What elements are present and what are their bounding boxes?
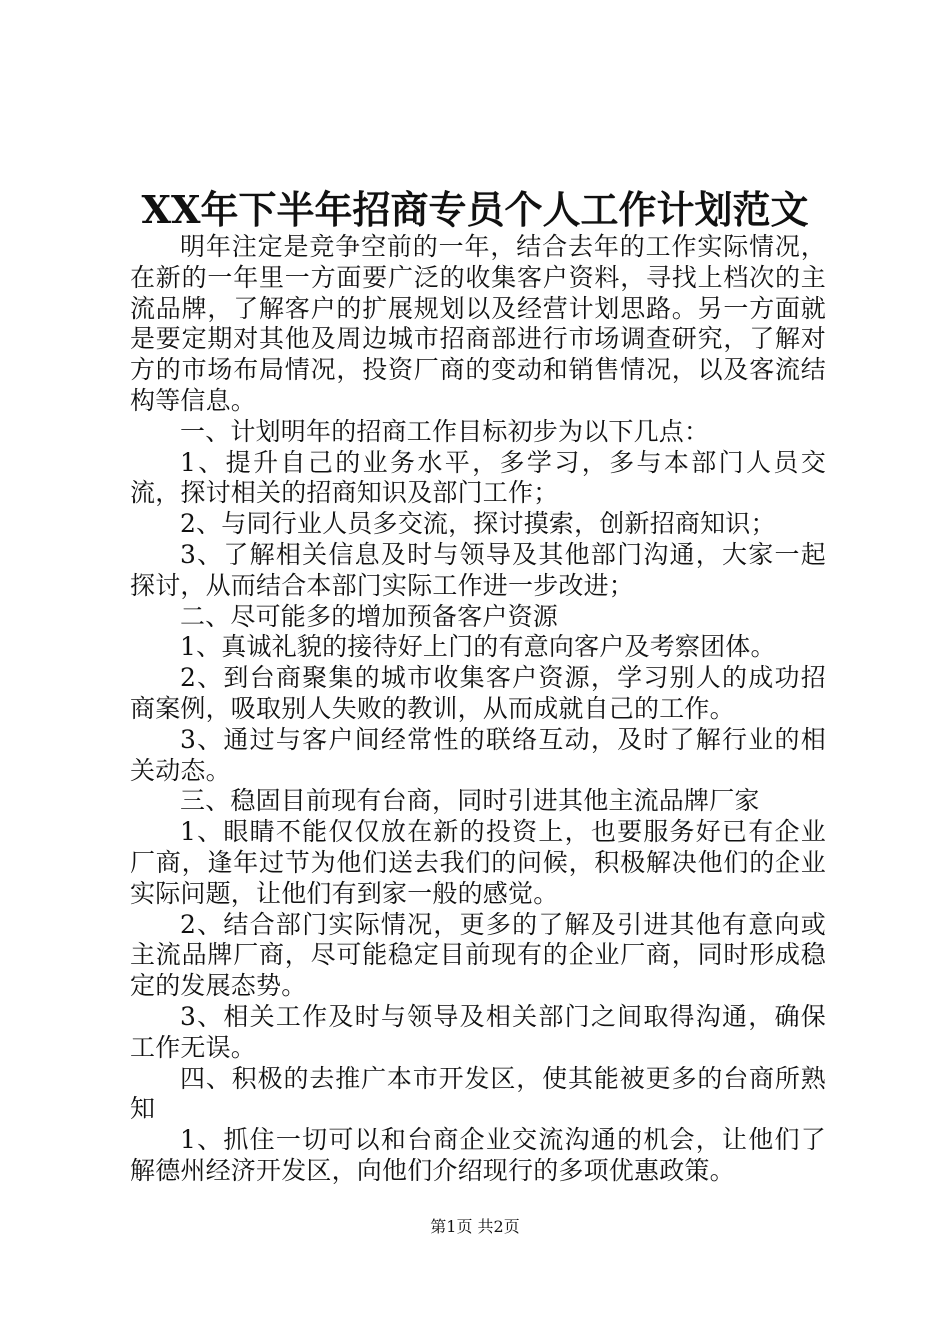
paragraph-intro: 明年注定是竞争空前的一年，结合去年的工作实际情况，在新的一年里一方面要广泛的收集客户资料，寻找上档次的主流品牌，了解客户的扩展规划以及经营计划思路。另一方面就是要定期对其他及周边城市招商部进行市场调查研究，了解对方的市场布局情况，投资厂商的变动和销售情况，以及客流结构等信息。 xyxy=(130,232,826,415)
list-item: 1、抓住一切可以和台商企业交流沟通的机会，让他们了解德州经济开发区，向他们介绍现行的多项优惠政策。 xyxy=(130,1125,826,1185)
section-heading-3: 三、稳固目前现有台商，同时引进其他主流品牌厂家 xyxy=(180,786,760,816)
section-heading-4: 四、积极的去推广本市开发区，使其能被更多的台商所熟知 xyxy=(130,1063,826,1124)
list-item: 3、了解相关信息及时与领导及其他部门沟通，大家一起探讨，从而结合本部门实际工作进一步改进； xyxy=(130,539,826,600)
list-item: 2、结合部门实际情况，更多的了解及引进其他有意向或主流品牌厂商，尽可能稳定目前现有的企业厂商，同时形成稳定的发展态势。 xyxy=(130,909,826,1001)
document-body xyxy=(130,232,826,1187)
document-title: XX年下半年招商专员个人工作计划范文 xyxy=(141,187,809,232)
list-item: 2、到台商聚集的城市收集客户资源，学习别人的成功招商案例，吸取别人失败的教训，从而成就自己的工作。 xyxy=(130,663,826,723)
list-item: 1、真诚礼貌的接待好上门的有意向客户及考察团体。 xyxy=(180,632,776,662)
section-heading-1: 一、计划明年的招商工作目标初步为以下几点： xyxy=(180,416,710,446)
list-item: 3、相关工作及时与领导及相关部门之间取得沟通，确保工作无误。 xyxy=(130,1001,826,1062)
list-item: 1、提升自己的业务水平，多学习，多与本部门人员交流，探讨相关的招商知识及部门工作； xyxy=(130,447,826,508)
list-item: 3、通过与客户间经常性的联络互动，及时了解行业的相关动态。 xyxy=(130,724,826,785)
section-heading-2: 二、尽可能多的增加预备客户资源 xyxy=(180,601,559,631)
list-item: 2、与同行业人员多交流，探讨摸索，创新招商知识； xyxy=(180,509,776,539)
list-item: 1、眼睛不能仅仅放在新的投资上，也要服务好已有企业厂商，逢年过节为他们送去我们的问候，积极解决他们的企业实际问题，让他们有到家一般的感觉。 xyxy=(130,817,826,908)
page-number-footer: 第1页 共2页 xyxy=(430,1217,520,1236)
